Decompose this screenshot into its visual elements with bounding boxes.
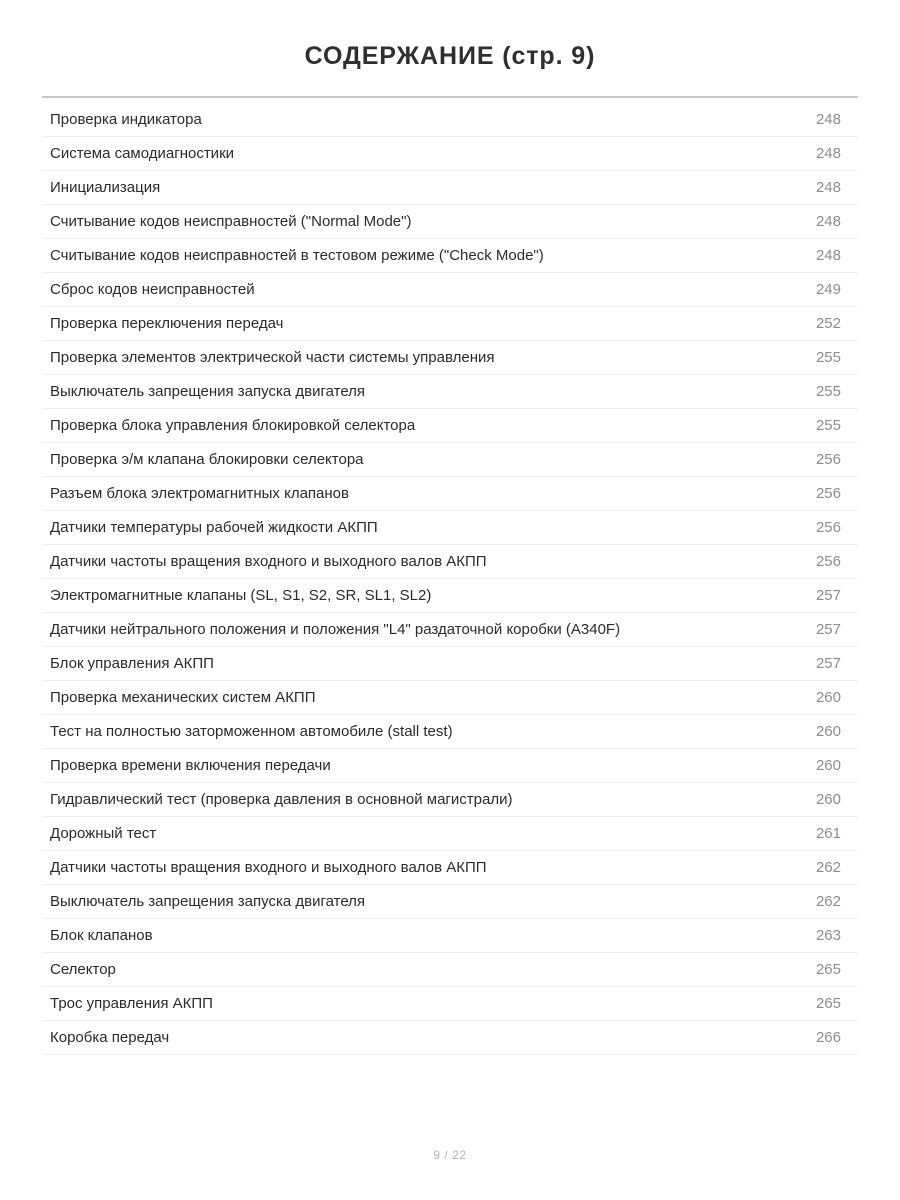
toc-entry-page-number: 265 xyxy=(815,961,841,978)
toc-entry[interactable] xyxy=(42,511,858,545)
toc-entry-page-number: 256 xyxy=(815,519,841,536)
toc-entry[interactable] xyxy=(42,239,858,273)
toc-entry[interactable] xyxy=(42,545,858,579)
toc-entry-page-number: 266 xyxy=(815,1029,841,1046)
toc-entry-label: Разъем блока электромагнитных клапанов xyxy=(50,485,349,502)
page-title: СОДЕРЖАНИЕ (стр. 9) xyxy=(304,42,596,70)
toc-entry-label: Датчики нейтрального положения и положения "L4" раздаточной коробки (A340F) xyxy=(50,621,621,638)
toc-entry-label: Дорожный тест xyxy=(50,825,157,842)
toc-entry-label: Сброс кодов неисправностей xyxy=(50,281,255,298)
toc-entry-page-number: 260 xyxy=(815,689,841,706)
toc-entry-label: Электромагнитные клапаны (SL, S1, S2, SR, SL1, SL2) xyxy=(50,587,432,604)
toc-entry-page-number: 261 xyxy=(815,825,841,842)
page-footer: 9 / 22 xyxy=(433,1148,467,1162)
toc-entry[interactable] xyxy=(42,171,858,205)
toc-entry-label: Считывание кодов неисправностей в тестовом режиме ("Check Mode") xyxy=(50,247,544,264)
toc-entry-label: Датчики частоты вращения входного и выходного валов АКПП xyxy=(50,553,487,570)
toc-entry-label: Инициализация xyxy=(50,179,161,196)
toc-entry-page-number: 249 xyxy=(815,281,841,298)
toc-entry-label: Проверка элементов электрической части системы управления xyxy=(50,349,495,366)
toc-entry[interactable] xyxy=(42,579,858,613)
toc-entry-page-number: 260 xyxy=(815,723,841,740)
toc-entry-label: Селектор xyxy=(50,961,116,978)
toc-entry-page-number: 262 xyxy=(815,859,841,876)
toc-entry-page-number: 260 xyxy=(815,791,841,808)
toc-entry-label: Блок клапанов xyxy=(50,927,153,944)
toc-entry-label: Коробка передач xyxy=(50,1029,170,1046)
toc-entry[interactable] xyxy=(42,987,858,1021)
toc-entry-page-number: 252 xyxy=(815,315,841,332)
toc-entry-page-number: 265 xyxy=(815,995,841,1012)
toc-entry-label: Датчики частоты вращения входного и выходного валов АКПП xyxy=(50,859,487,876)
toc-entry[interactable] xyxy=(42,817,858,851)
toc-entry[interactable] xyxy=(42,137,858,171)
toc-entry-label: Выключатель запрещения запуска двигателя xyxy=(50,383,366,400)
toc-entry[interactable] xyxy=(42,307,858,341)
toc-entry-label: Система самодиагностики xyxy=(50,145,235,162)
toc-entry[interactable] xyxy=(42,749,858,783)
toc-entry[interactable] xyxy=(42,885,858,919)
toc-entry[interactable] xyxy=(42,375,858,409)
toc-entry-page-number: 256 xyxy=(815,553,841,570)
toc-entry-label: Проверка э/м клапана блокировки селектора xyxy=(50,451,364,468)
toc-entry-page-number: 256 xyxy=(815,451,841,468)
toc-entry-page-number: 257 xyxy=(815,587,841,604)
toc-entry-label: Выключатель запрещения запуска двигателя xyxy=(50,893,366,910)
toc-entry[interactable] xyxy=(42,103,858,137)
toc-entry-label: Трос управления АКПП xyxy=(50,995,213,1012)
toc-entry-page-number: 255 xyxy=(815,349,841,366)
toc-entry[interactable] xyxy=(42,443,858,477)
toc-entry-page-number: 248 xyxy=(815,213,841,230)
toc-entry-label: Датчики температуры рабочей жидкости АКПП xyxy=(50,519,378,536)
toc-entry[interactable] xyxy=(42,681,858,715)
toc-entry[interactable] xyxy=(42,715,858,749)
toc-entry-label: Проверка блока управления блокировкой селектора xyxy=(50,417,416,434)
toc-entry-label: Тест на полностью заторможенном автомобиле (stall test) xyxy=(50,723,453,740)
toc-entry-page-number: 257 xyxy=(815,655,841,672)
toc-entry-label: Блок управления АКПП xyxy=(50,655,214,672)
toc-entry[interactable] xyxy=(42,647,858,681)
toc-entry-page-number: 262 xyxy=(815,893,841,910)
toc-entry-page-number: 256 xyxy=(815,485,841,502)
toc-entry[interactable] xyxy=(42,851,858,885)
toc-entry-page-number: 248 xyxy=(815,179,841,196)
toc-entry-label: Проверка индикатора xyxy=(50,111,202,128)
toc-entry-page-number: 255 xyxy=(815,383,841,400)
toc-entry[interactable] xyxy=(42,919,858,953)
toc-entry[interactable] xyxy=(42,205,858,239)
toc-entry-page-number: 248 xyxy=(815,145,841,162)
toc-entry-page-number: 263 xyxy=(815,927,841,944)
toc-entry[interactable] xyxy=(42,613,858,647)
toc-entry-label: Проверка механических систем АКПП xyxy=(50,689,316,706)
toc-entry-page-number: 257 xyxy=(815,621,841,638)
toc-entry-page-number: 260 xyxy=(815,757,841,774)
toc-entry[interactable] xyxy=(42,477,858,511)
toc-entry-label: Проверка времени включения передачи xyxy=(50,757,331,774)
toc-entry-label: Проверка переключения передач xyxy=(50,315,284,332)
toc-entry[interactable] xyxy=(42,953,858,987)
toc-entry-page-number: 248 xyxy=(815,111,841,128)
toc-entry[interactable] xyxy=(42,341,858,375)
toc-entry-label: Гидравлический тест (проверка давления в основной магистрали) xyxy=(50,791,513,808)
toc-entry[interactable] xyxy=(42,409,858,443)
toc-entry[interactable] xyxy=(42,1021,858,1055)
toc-entry-page-number: 248 xyxy=(815,247,841,264)
toc-list xyxy=(0,98,900,1055)
toc-entry[interactable] xyxy=(42,783,858,817)
toc-entry-label: Считывание кодов неисправностей ("Normal Mode") xyxy=(50,213,412,230)
toc-entry[interactable] xyxy=(42,273,858,307)
toc-entry-page-number: 255 xyxy=(815,417,841,434)
